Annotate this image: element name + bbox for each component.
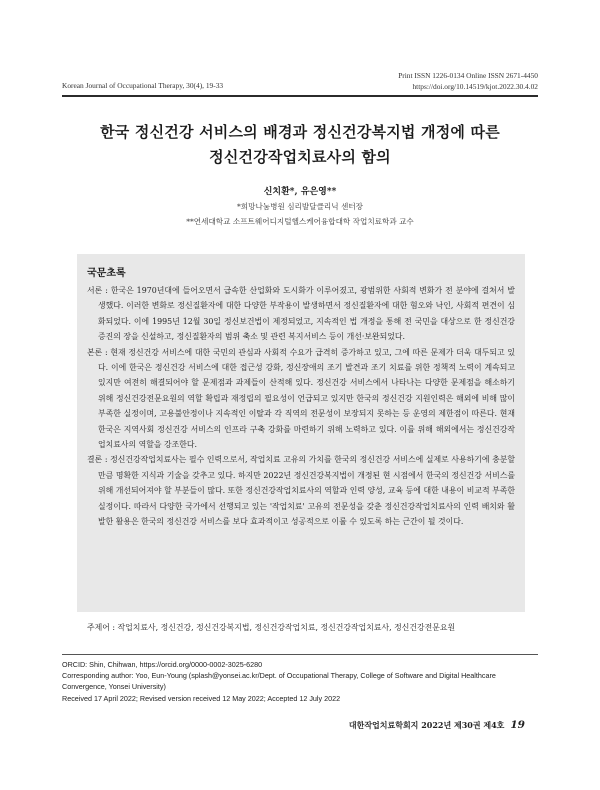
abstract-text: 한국은 1970년대에 들어오면서 급속한 산업화와 도시화가 이루어졌고, 광범위한 사회적 변화가 전 분야에 걸쳐서 발생했다. 이러한 변화로 정신질환자에 대한 다양한 부작용이 발생하면서 정신질환자에 대한 혐오와 낙인, 사회적 편견이 심화되었다. 이에 1995년 12월 30일 정신보건법이 제정되었고, 지속적인 법 개정을 통해 전 국민을 대상으로 한 정신건강 증진의 장을 신설하고, 정신질환자의 범위 축소 및 관련 복지서비스 등이 개선·보완되었다. bbox=[98, 286, 515, 342]
abstract-label: 본론 : bbox=[87, 347, 111, 357]
affiliation-2: **연세대학교 소프트웨어디지털헬스케어융합대학 작업치료학과 교수 bbox=[186, 217, 414, 226]
page-number: 19 bbox=[510, 719, 525, 731]
abstract-text: 현재 정신건강 서비스에 대한 국민의 관심과 사회적 수요가 급격히 증가하고 있고, 그에 따른 문제가 더욱 대두되고 있다. 이에 한국은 정신건강 서비스에 대한 접근성 강화, 정신장애의 조기 발견과 조기 치료를 위한 정책적 노력이 계속되고 있지만 여전히 해결되어야 할 문제점과 과제들이 산적해 있다. 정신건강 서비스에서 나타나는 다양한 문제점을 해소하기 위해 정신건강전문요원의 역할 확립과 재정립의 필요성이 언급되고 있지만 한국의 정신건강 지원인력은 해외에 비해 많이 부족한 실정이며, 고용불안정이나 지속적인 이탈과 각 직역의 전문성이 보장되지 못하는 등 운영의 제한점이 따른다. 현재 한국은 지역사회 정신건강 서비스의 인프라 구축 강화를 마련하기 위해 노력하고 있다. 이를 위해 해외에서는 정신건강작업치료사의 역할을 강조한다. bbox=[98, 347, 515, 450]
footer-journal-issue: 대한작업치료학회지 2022년 제30권 제4호 bbox=[348, 720, 505, 730]
corresponding-author-note: Corresponding author: Yoo, Eun-Young (splash@yonsei.ac.kr/Dept. of Occupational Therapy, College of Software and Digital Healthcare Convergence, Yonsei University) bbox=[62, 671, 496, 692]
header-rule bbox=[62, 95, 538, 97]
abstract-introduction bbox=[87, 283, 515, 345]
footnotes bbox=[62, 659, 538, 704]
title-line-1: 한국 정신건강 서비스의 배경과 정신건강복지법 개정에 따른 bbox=[100, 123, 500, 141]
issn-text: Print ISSN 1226-0134 Online ISSN 2671-4450 bbox=[398, 71, 538, 80]
abstract-heading: 국문초록 bbox=[87, 268, 126, 279]
author-list: 신치환*, 유은영** bbox=[263, 187, 337, 197]
abstract-conclusion bbox=[87, 452, 515, 529]
abstract-body bbox=[87, 345, 515, 453]
keywords-label: 주제어 : bbox=[87, 623, 118, 632]
page-footer bbox=[349, 719, 525, 731]
abstract-label: 서론 : bbox=[87, 286, 111, 295]
abstract-text: 정신건강작업치료사는 필수 인력으로서, 작업치료 고유의 가치를 한국의 정신건강 서비스에 실제로 사용하기에 충분할 만큼 명확한 지식과 기술을 갖추고 있다. 하지만 2022년 정신건강복지법이 개정된 현 시점에서 한국의 정신건강 서비스를 위해 개선되어져야 할 부분들이 많다. 또한 정신건강작업치료사의 역할과 인력 양성, 교육 등에 대한 내용이 비교적 부족한 실정이다. 따라서 다양한 국가에서 선행되고 있는 '작업치료' 고유의 전문성을 갖춘 정신건강작업치료사의 인력 배치와 활발한 활용은 한국의 정신건강 서비스를 보다 효과적이고 성공적으로 이룰 수 있도록 하는 근간이 될 것이다. bbox=[98, 455, 515, 527]
paper-title bbox=[62, 120, 538, 170]
affiliation-1: *희망나눔병원 심리발달클리닉 센터장 bbox=[237, 202, 363, 211]
journal-citation: Korean Journal of Occupational Therapy, 30(4), 19-33 bbox=[62, 81, 224, 90]
keywords bbox=[77, 622, 525, 634]
issn-doi-block bbox=[398, 70, 538, 92]
title-line-2: 정신건강작업치료사의 함의 bbox=[209, 148, 391, 166]
keywords-text: 작업치료사, 정신건강, 정신건강복지법, 정신건강작업치료, 정신건강작업치료사, 정신건강전문요원 bbox=[117, 623, 456, 632]
footnote-rule bbox=[62, 654, 538, 655]
abstract-label: 결론 : bbox=[87, 455, 111, 465]
abstract-box bbox=[77, 254, 525, 612]
doi-link[interactable]: https://doi.org/10.14519/kjot.2022.30.4.02 bbox=[412, 82, 538, 91]
running-header bbox=[62, 70, 538, 94]
received-dates-note: Received 17 April 2022; Revised version received 12 May 2022; Accepted 12 July 2022 bbox=[62, 693, 341, 703]
orcid-note: ORCID: Shin, Chihwan, https://orcid.org/0000-0002-3025-6280 bbox=[62, 660, 263, 669]
